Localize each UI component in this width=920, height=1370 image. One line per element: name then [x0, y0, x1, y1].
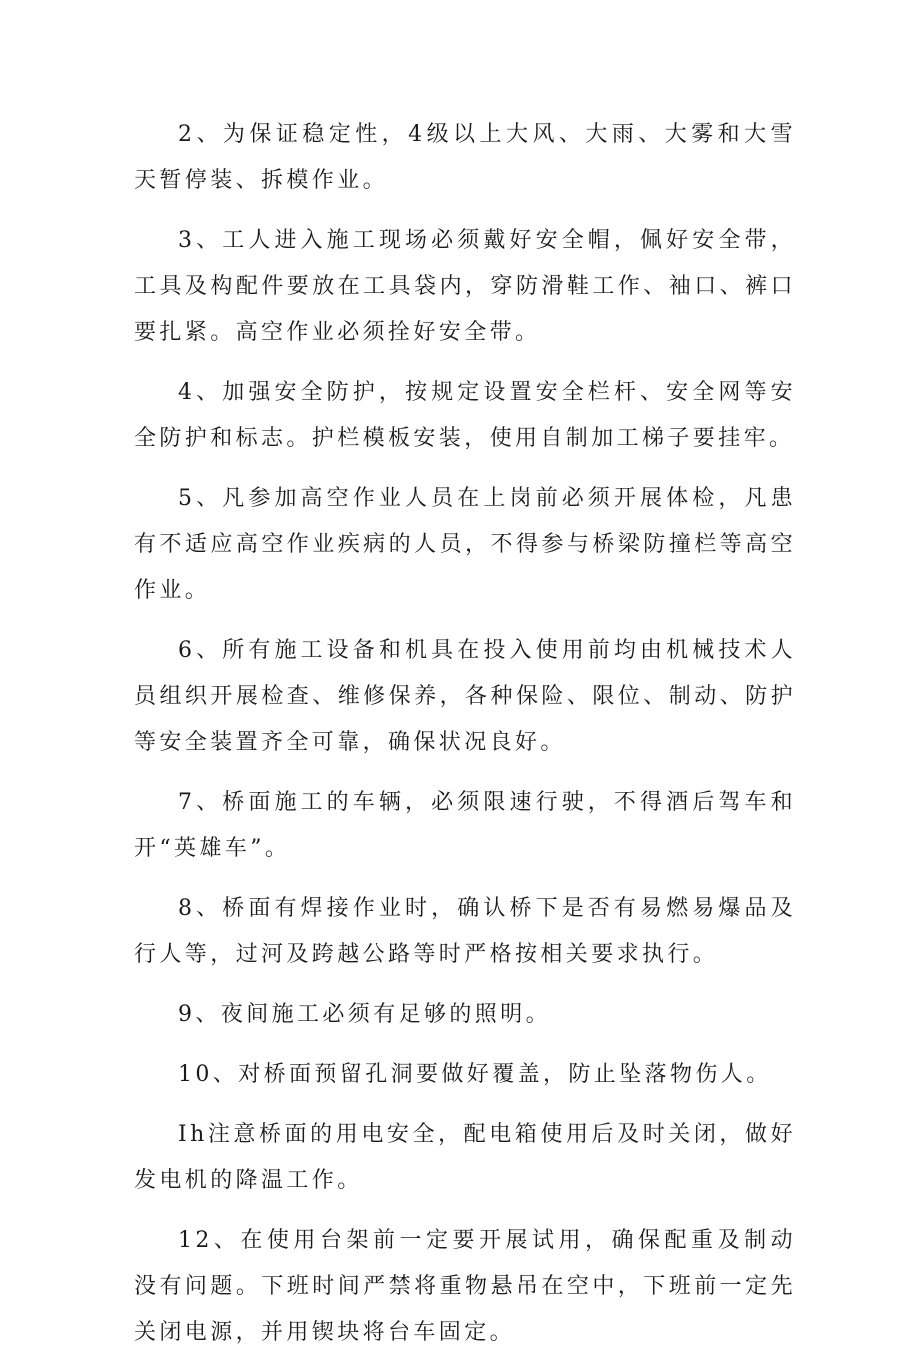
paragraph-item-9: 9、夜间施工必须有足够的照明。: [178, 1002, 551, 1027]
document-body: [134, 112, 796, 1370]
paragraph-item-8: 8、桥面有焊接作业时，确认桥下是否有易燃易爆品及行人等，过河及跨越公路等时严格按相关要求执行。: [134, 896, 796, 967]
paragraph-item-6: 6、所有施工设备和机具在投入使用前均由机械技术人员组织开展检查、维修保养，各种保险、限位、制动、防护等安全装置齐全可靠，确保状况良好。: [134, 638, 796, 755]
paragraph-item-7: 7、桥面施工的车辆，必须限速行驶，不得酒后驾车和开“英雄车”。: [134, 790, 796, 861]
paragraph-item-12: 12、在使用台架前一定要开展试用，确保配重及制动没有问题。下班时间严禁将重物悬吊在空中，下班前一定先关闭电源，并用锲块将台车固定。: [134, 1228, 796, 1345]
paragraph-item-10: 10、对桥面预留孔洞要做好覆盖，防止坠落物伤人。: [178, 1062, 772, 1087]
paragraph-item-4: 4、加强安全防护，按规定设置安全栏杆、安全网等安全防护和标志。护栏模板安装，使用自制加工梯子要挂牢。: [134, 380, 796, 451]
paragraph-item-11: Ih注意桥面的用电安全，配电箱使用后及时关闭，做好发电机的降温工作。: [134, 1122, 796, 1193]
paragraph-item-3: 3、工人进入施工现场必须戴好安全帽，佩好安全带，工具及构配件要放在工具袋内，穿防滑鞋工作、袖口、裤口要扎紧。高空作业必须拴好安全带。: [134, 228, 796, 345]
paragraph-item-2: 2、为保证稳定性，4级以上大风、大雨、大雾和大雪天暂停装、拆模作业。: [134, 122, 796, 193]
paragraph-item-5: 5、凡参加高空作业人员在上岗前必须开展体检，凡患有不适应高空作业疾病的人员，不得参与桥梁防撞栏等高空作业。: [134, 486, 796, 603]
